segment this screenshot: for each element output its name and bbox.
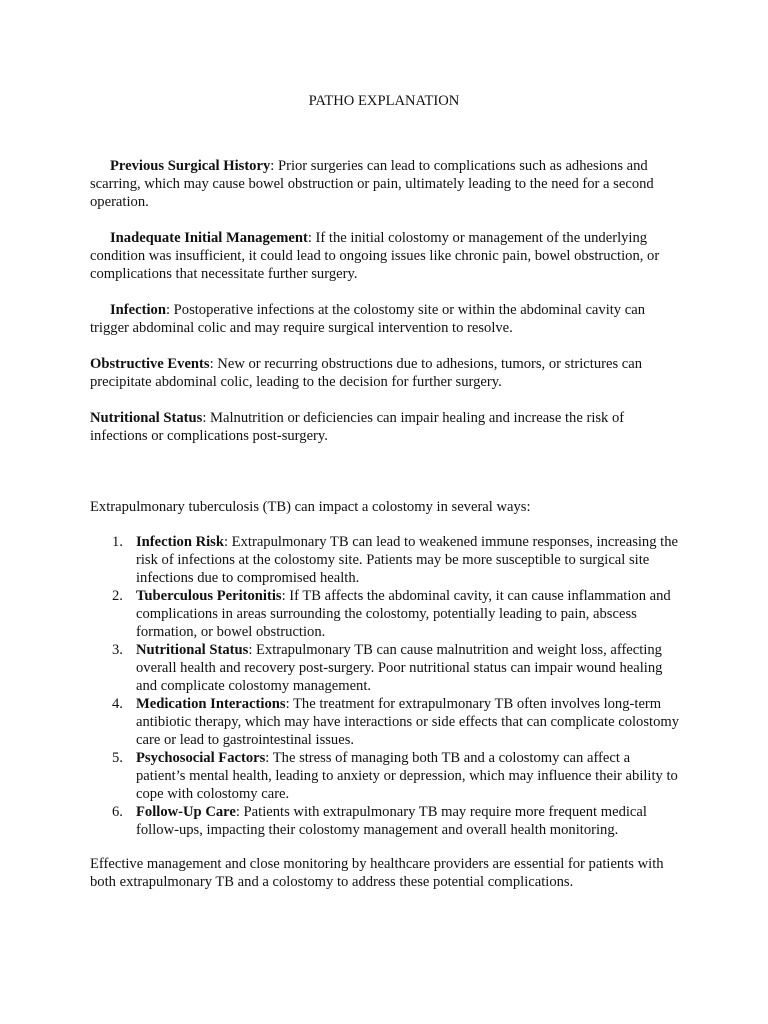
- paragraph-text: : Prior surgeries can lead to complications such as adhesions and scarring, which may cause bowel obstruction or pain, ultimately leading to the need for a second operation.: [90, 158, 654, 210]
- list-item-number: 6.: [112, 804, 123, 820]
- list-item: [90, 803, 682, 839]
- list-item: [90, 641, 682, 695]
- paragraph-term: Previous Surgical History: [110, 158, 271, 174]
- paragraph-previous-surgical-history: [90, 157, 682, 211]
- list-item-text: : Extrapulmonary TB can cause malnutrition and weight loss, affecting overall health and recovery post-surgery. Poor nutritional status can impair wound healing and complicate colostomy management.: [136, 642, 663, 694]
- list-item-term: Follow-Up Care: [136, 804, 236, 820]
- document-title: PATHO EXPLANATION: [308, 93, 460, 109]
- paragraph-text: : If the initial colostomy or management of the underlying condition was insufficient, it could lead to ongoing issues like chronic pain, bowel obstruction, or complications that necessitate further surgery.: [90, 230, 660, 282]
- list-item-term: Psychosocial Factors: [136, 750, 266, 766]
- paragraph-term: Inadequate Initial Management: [110, 230, 308, 246]
- paragraph-text: : Postoperative infections at the colostomy site or within the abdominal cavity can trigger abdominal colic and may require surgical intervention to resolve.: [90, 302, 646, 336]
- conclusion-paragraph: Effective management and close monitoring by healthcare providers are essential for patients with both extrapulmonary TB and a colostomy to address these potential complications.: [90, 856, 664, 890]
- list-item-term: Infection Risk: [136, 534, 224, 550]
- list-item: [90, 695, 682, 749]
- tb-intro: Extrapulmonary tuberculosis (TB) can impact a colostomy in several ways:: [90, 499, 531, 515]
- list-item: [90, 587, 682, 641]
- list-item: [90, 749, 682, 803]
- tb-impact-list: [90, 533, 682, 839]
- list-item-term: Nutritional Status: [136, 642, 249, 658]
- paragraph-infection: [90, 301, 682, 337]
- paragraph-term: Obstructive Events: [90, 356, 210, 372]
- list-item-number: 3.: [112, 642, 123, 658]
- paragraph-text: : New or recurring obstructions due to adhesions, tumors, or strictures can precipitate abdominal colic, leading to the decision for further surgery.: [90, 356, 643, 390]
- list-item-number: 5.: [112, 750, 123, 766]
- list-item-number: 4.: [112, 696, 123, 712]
- list-item-text: : The treatment for extrapulmonary TB often involves long-term antibiotic therapy, which may have interactions or side effects that can complicate colostomy care or lead to gastrointestinal issues.: [136, 696, 680, 748]
- list-item-text: : Patients with extrapulmonary TB may require more frequent medical follow-ups, impacting their colostomy management and overall health monitoring.: [136, 804, 647, 838]
- list-item-term: Tuberculous Peritonitis: [136, 588, 282, 604]
- list-item-term: Medication Interactions: [136, 696, 286, 712]
- paragraph-term: Infection: [110, 302, 166, 318]
- paragraph-text: : Malnutrition or deficiencies can impair healing and increase the risk of infections or complications post-surgery.: [90, 410, 625, 444]
- list-item-text: : If TB affects the abdominal cavity, it can cause inflammation and complications in areas surrounding the colostomy, potentially leading to pain, abscess formation, or bowel obstruction.: [136, 588, 671, 640]
- list-item-number: 2.: [112, 588, 123, 604]
- list-item: [90, 533, 682, 587]
- paragraph-obstructive-events: [90, 355, 682, 391]
- list-item-text: : Extrapulmonary TB can lead to weakened immune responses, increasing the risk of infections at the colostomy site. Patients may be more susceptible to surgical site infections due to compromised health.: [136, 534, 679, 586]
- list-item-text: : The stress of managing both TB and a colostomy can affect a patient’s mental health, leading to anxiety or depression, which may influence their ability to cope with colostomy care.: [136, 750, 678, 802]
- paragraph-nutritional-status: [90, 409, 682, 445]
- paragraph-term: Nutritional Status: [90, 410, 203, 426]
- paragraph-inadequate-initial-management: [90, 229, 682, 283]
- list-item-number: 1.: [112, 534, 123, 550]
